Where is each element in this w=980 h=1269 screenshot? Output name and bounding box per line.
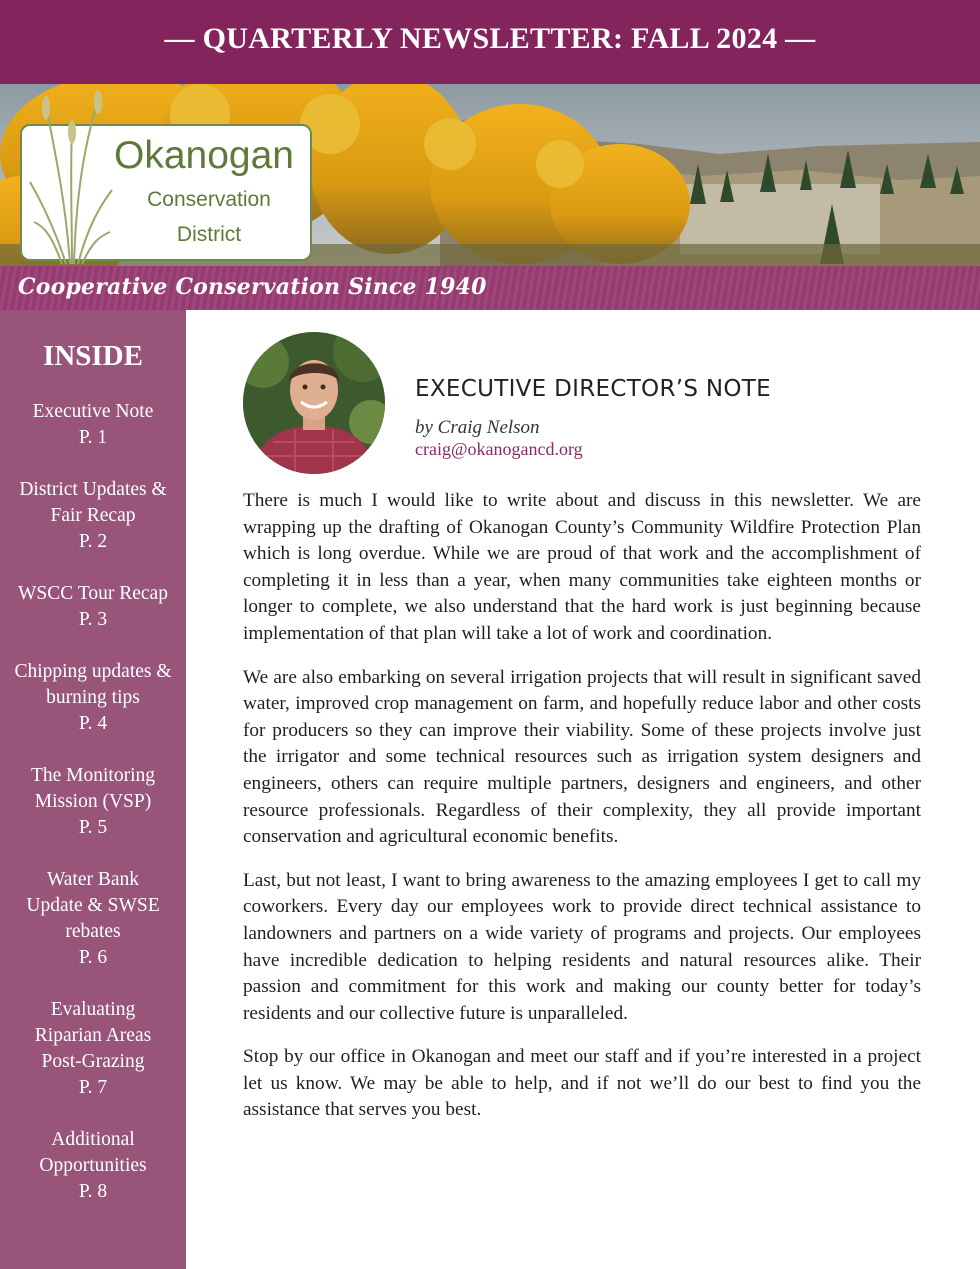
newsletter-header (0, 0, 980, 84)
portrait-illustration (243, 332, 385, 474)
tagline-bar (0, 266, 980, 310)
toc-item-additional-opportunities (0, 1127, 186, 1205)
district-logo (20, 124, 312, 261)
toc-item-page: P. 3 (78, 609, 108, 630)
author-photo (243, 332, 385, 474)
toc-item-wscc-tour (0, 581, 186, 633)
article-heading: EXECUTIVE DIRECTOR’S NOTE (415, 376, 771, 402)
toc-item-title: Chipping updates & burning tips (14, 661, 172, 708)
author-email-link[interactable]: craig@okanogancd.org (415, 439, 583, 459)
toc-item-executive-note (0, 399, 186, 451)
article-paragraph: There is much I would like to write about and discuss in this newsletter. We are wrapping up the drafting of Okanogan County’s Community Wildfire Protection Plan which is long overdue. While we are proud of that work and the accomplishment of completing it in less than a year, when many communities take eighteen months or longer to complete, we also understand that the hard work is just beginning because implementation of that plan will take a lot of work and coordination. (243, 490, 921, 644)
logo-subtitle-line1: Conservation (147, 188, 271, 211)
article-byline: by Craig Nelson (415, 417, 540, 438)
toc-item-title: WSCC Tour Recap (18, 583, 168, 604)
toc-item-page: P. 6 (78, 947, 108, 968)
toc-item-title: Additional Opportunities (39, 1129, 147, 1176)
toc-item-page: P. 7 (78, 1077, 108, 1098)
article-paragraph: Stop by our office in Okanogan and meet our staff and if you’re interested in a project let us know. We may be able to help, and if not we’ll do our best to find you the assistance that serves you best. (243, 1046, 921, 1121)
toc-item-monitoring-mission (0, 763, 186, 841)
toc-item-title: Evaluating Riparian Areas Post-Grazing (34, 999, 152, 1072)
grass-icon (26, 86, 116, 266)
toc-item-title: Water Bank Update & SWSE rebates (26, 869, 160, 942)
toc-item-water-bank (0, 867, 186, 971)
toc-item-riparian-areas (0, 997, 186, 1101)
toc-item-page: P. 8 (78, 1181, 108, 1202)
toc-item-page: P. 5 (78, 817, 108, 838)
tagline: Cooperative Conservation Since 1940 (18, 274, 487, 300)
article-paragraph: We are also embarking on several irrigation projects that will result in significant saved water, improved crop management on farm, and hopefully reduce labor and other costs for producers so they can improve their viability. Some of these projects involve just the irrigator and some technical resources such as irrigation system designers and engineers, others can require multiple partners, designers and engineers, and other resource professionals. Regardless of their complexity, they all provide important conservation and agricultural economic benefits. (243, 666, 921, 848)
toc-item-page: P. 1 (78, 427, 108, 448)
logo-subtitle-line2: District (176, 223, 242, 246)
article-paragraph: Last, but not least, I want to bring awareness to the amazing employees I get to call my coworkers. Every day our employees work to provide direct technical assistance to landowners and partners on a wide variety of programs and projects. Our employees have incredible dedication to helping residents and natural resources alike. Their passion and commitment for this work and making our county better for today’s residents and our collective future is unparalleled. (243, 869, 921, 1024)
logo-title: Okanogan (114, 134, 294, 177)
toc-item-title: District Updates & Fair Recap (19, 479, 167, 526)
toc-item-page: P. 2 (78, 531, 108, 552)
inside-sidebar (0, 310, 186, 1269)
toc-item-chipping-updates (0, 659, 186, 737)
inside-heading: INSIDE (43, 340, 143, 372)
toc-item-title: The Monitoring Mission (VSP) (30, 765, 156, 812)
toc-item-district-updates (0, 477, 186, 555)
toc-item-title: Executive Note (32, 401, 154, 422)
newsletter-title: — QUARTERLY NEWSLETTER: FALL 2024 — (164, 22, 816, 55)
toc-item-page: P. 4 (78, 713, 108, 734)
article-body (243, 488, 921, 1141)
